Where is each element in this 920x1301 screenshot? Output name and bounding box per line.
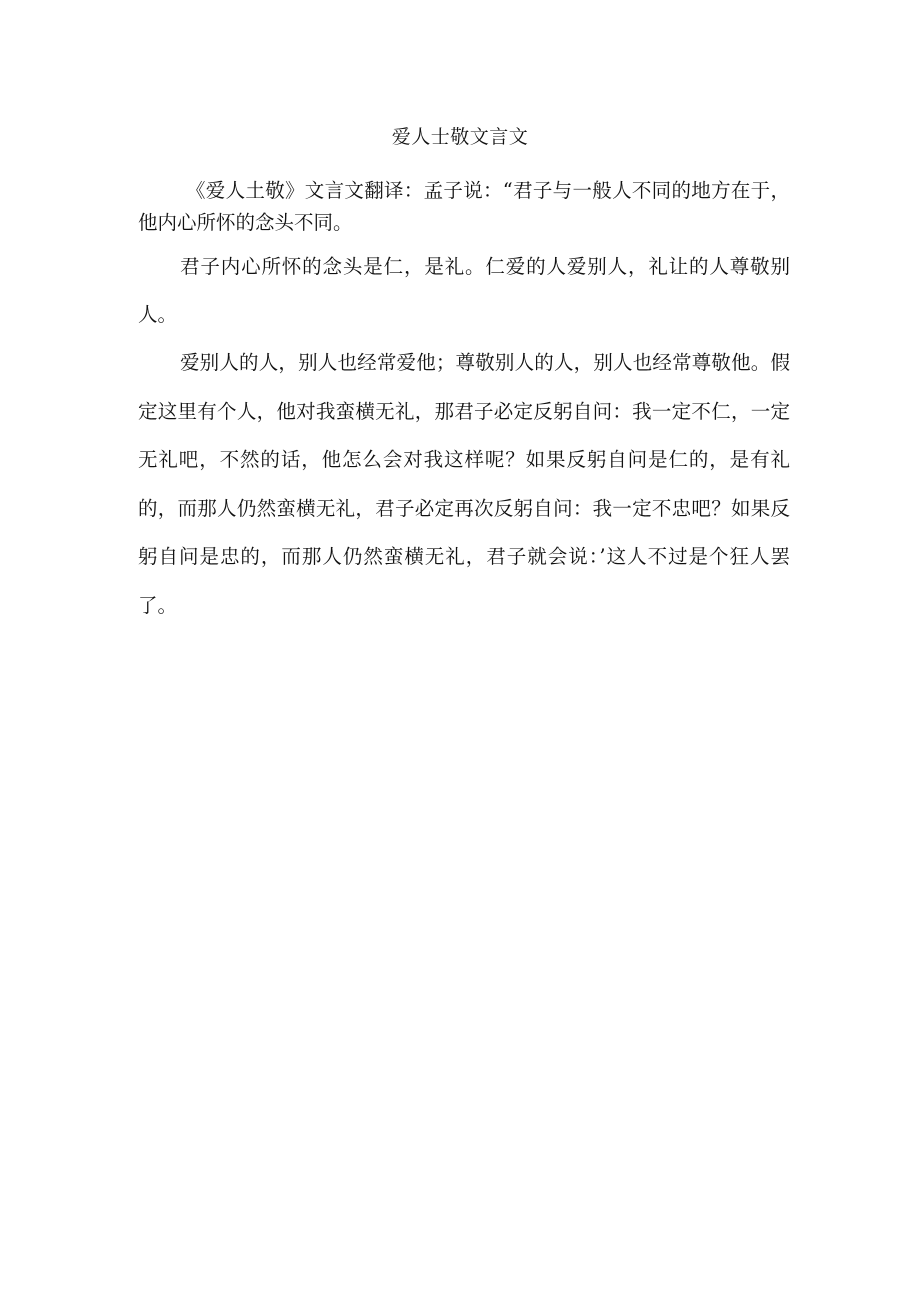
paragraph-3: 爱别人的人，别人也经常爱他；尊敬别人的人，别人也经常尊敬他。假定这里有个人，他对我蛮横无礼，那君子必定反躬自问：我一定不仁，一定无礼吧，不然的话，他怎么会对我这样呢？如果反躬自问是仁的，是有礼的，而那人仍然蛮横无礼，君子必定再次反躬自问：我一定不忠吧？如果反躬自问是忠的，而那人仍然蛮横无礼，君子就会说：’这人不过是个狂人罢了。 <box>138 351 790 617</box>
paragraph-2: 君子内心所怀的念头是仁，是礼。仁爱的人爱别人，礼让的人尊敬别人。 <box>138 255 790 326</box>
document-title: 爱人士敬文言文 <box>391 126 529 148</box>
paragraph-1: 《爱人土敬》文言文翻译：孟子说：“君子与一般人不同的地方在于，他内心所怀的念头不同。 <box>138 179 790 234</box>
